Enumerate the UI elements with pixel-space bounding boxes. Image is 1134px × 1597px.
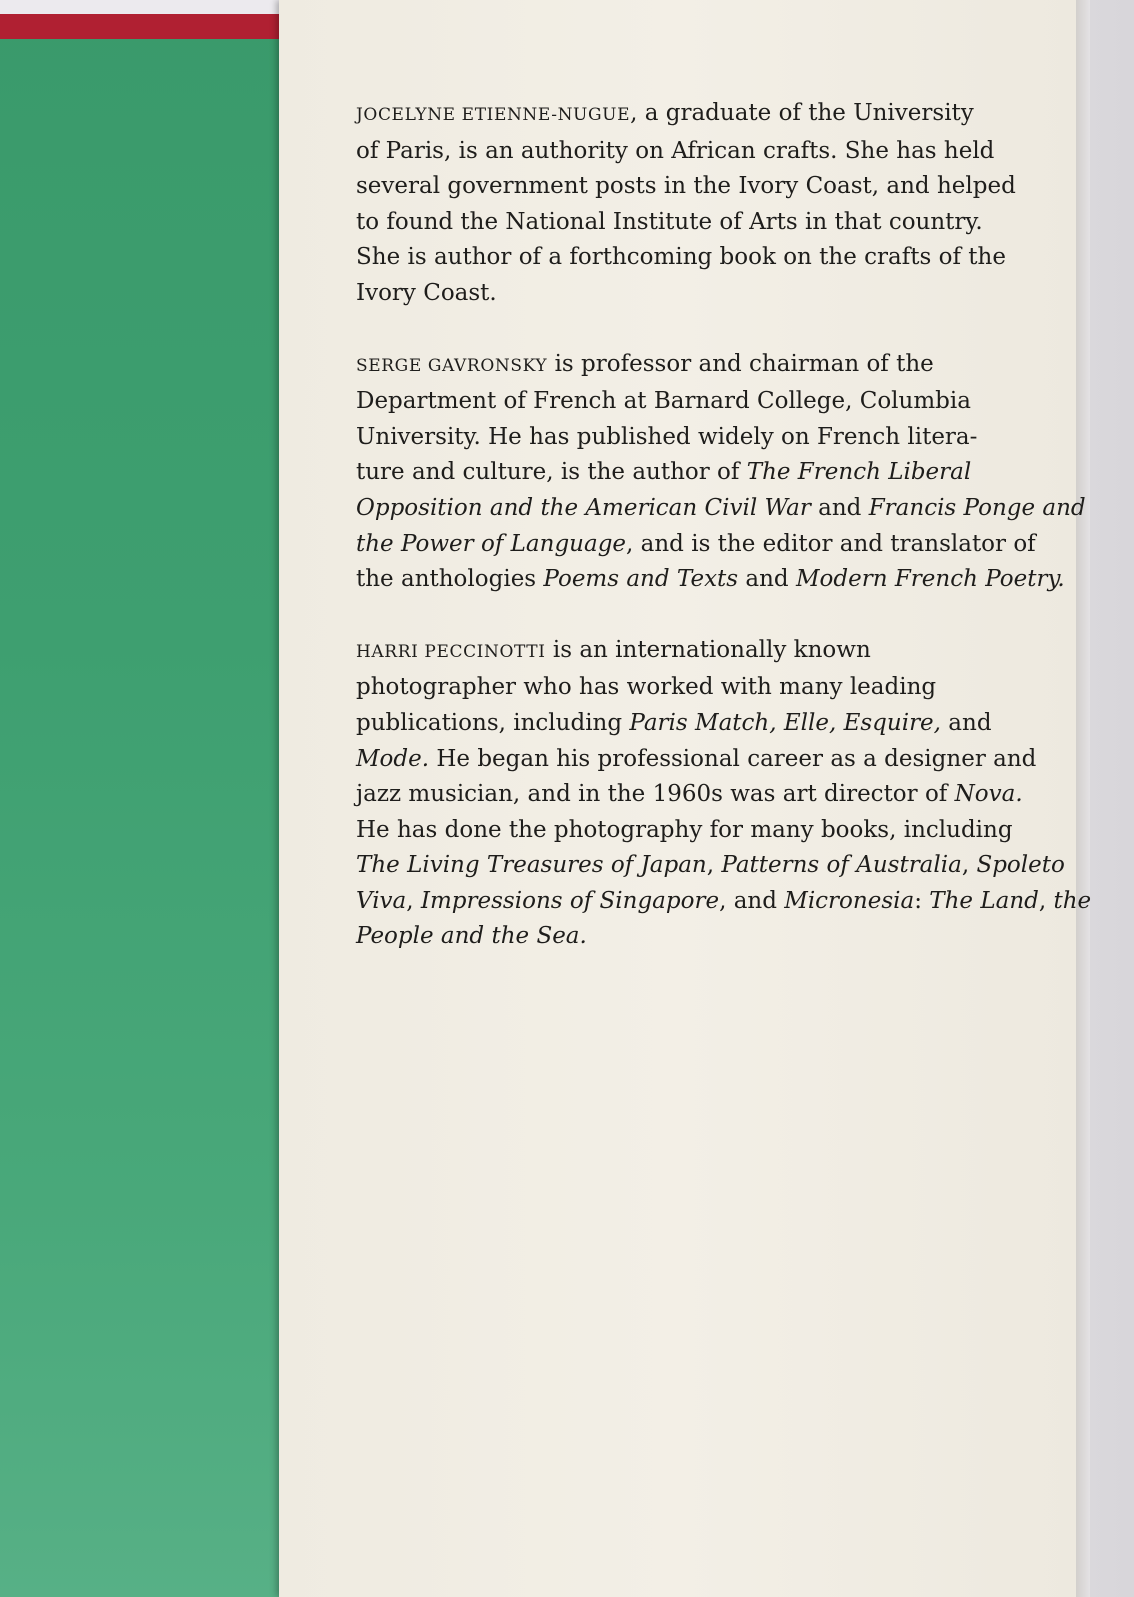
bio-text: is professor and chairman of the <box>547 350 934 377</box>
bio-text: several government posts in the Ivory Coast, and helped <box>356 173 1016 200</box>
bio-text: jazz musician, and in the 1960s was art director of <box>356 781 955 808</box>
bio-text: and <box>940 709 992 736</box>
bio-paragraph <box>356 633 1092 955</box>
red-cover-band <box>0 14 282 39</box>
title-text: The Living Treasures of Japan <box>356 852 707 879</box>
bio-text: and <box>738 566 796 593</box>
bio-paragraph <box>356 347 1086 598</box>
bio-text: She is author of a forthcoming book on the crafts of the <box>356 244 1006 271</box>
title-text: Poems and Texts <box>543 566 739 593</box>
title-text: the <box>1053 887 1092 914</box>
bio-text: of Paris, is an authority on African crafts. She has held <box>356 137 995 164</box>
bio-line <box>356 527 1036 563</box>
bio-text: Department of French at Barnard College, Columbia <box>356 388 971 415</box>
author-bios <box>356 96 1092 990</box>
bio-line <box>356 491 1086 527</box>
bio-text: , and <box>719 887 785 914</box>
bio-line <box>356 633 1016 671</box>
title-text: Paris Match, Elle, Esquire, <box>629 709 941 736</box>
bio-line <box>356 205 1016 241</box>
bio-text: University. He has published widely on French litera- <box>356 423 978 450</box>
bio-line <box>356 384 1016 420</box>
title-text: People and the Sea. <box>356 923 587 950</box>
bio-line <box>356 455 1016 491</box>
green-cover-panel <box>0 0 282 1597</box>
bio-line <box>356 777 1023 813</box>
bio-text: : <box>914 887 930 914</box>
title-text: Micronesia <box>784 887 915 914</box>
bio-line <box>356 169 1016 205</box>
bio-text: , a graduate of the University <box>630 100 974 126</box>
bio-line <box>356 919 1016 955</box>
title-text: Modern French Poetry. <box>795 566 1065 593</box>
bio-line <box>356 884 1092 920</box>
bio-text: photographer who has worked with many leading <box>356 674 937 701</box>
bio-text: , <box>706 852 722 879</box>
bio-text: the anthologies <box>356 566 544 593</box>
bio-text: He began his professional career as a designer and <box>429 745 1037 772</box>
title-text: Spoleto <box>976 852 1065 879</box>
bio-text: to found the National Institute of Arts in that country. <box>356 208 983 235</box>
bio-text: and <box>810 494 869 521</box>
title-text: The French Liberal <box>746 459 972 486</box>
bio-line <box>356 848 1065 884</box>
title-text: Nova. <box>954 781 1023 808</box>
title-text: Mode. <box>356 745 430 772</box>
bio-line <box>356 562 1065 598</box>
title-text: the Power of Language <box>356 530 627 557</box>
bio-text: , and is the editor and translator of <box>626 530 1036 557</box>
author-name: JOCELYNE ETIENNE-NUGUE <box>356 105 631 125</box>
title-text: Viva <box>356 887 407 914</box>
title-text: Opposition and the American Civil War <box>356 494 811 521</box>
title-text: Impressions of Singapore <box>420 887 720 914</box>
title-text: The Land <box>929 887 1039 914</box>
bio-text: Ivory Coast. <box>356 279 497 306</box>
bio-paragraph <box>356 96 1016 312</box>
bio-line <box>356 347 1016 385</box>
bio-line <box>356 276 1016 312</box>
bio-line <box>356 706 1016 742</box>
bio-line <box>356 96 1016 134</box>
author-name: SERGE GAVRONSKY <box>356 355 548 376</box>
flap-edge <box>1076 0 1090 1597</box>
bio-line <box>356 813 1016 849</box>
cover-top-edge <box>0 0 282 14</box>
bio-text: , <box>961 852 977 879</box>
bio-text: is an internationally known <box>545 636 871 663</box>
bio-text: He has done the photography for many books, including <box>356 816 1013 843</box>
bio-text: publications, including <box>356 709 630 736</box>
bio-line <box>356 134 1016 170</box>
title-text: Patterns of Australia <box>721 852 962 879</box>
bio-text: , <box>406 887 421 914</box>
bio-line <box>356 670 1016 706</box>
title-text: Francis Ponge and <box>868 494 1086 521</box>
bio-line <box>356 742 1037 778</box>
author-name: HARRI PECCINOTTI <box>356 641 546 662</box>
bio-text: , <box>1038 887 1054 914</box>
bio-line <box>356 420 1016 456</box>
bio-text: ture and culture, is the author of <box>356 459 747 486</box>
bio-line <box>356 240 1016 276</box>
